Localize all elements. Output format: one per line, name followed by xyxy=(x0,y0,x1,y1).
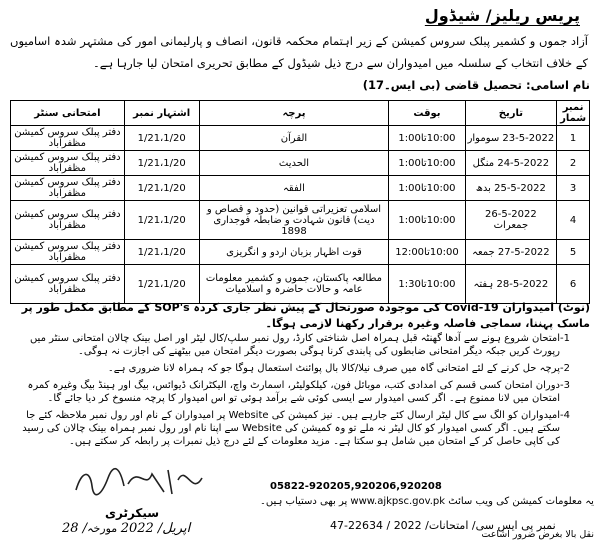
cell-time: 10:00تا1:00 xyxy=(389,176,465,201)
cell-date: 23-5-2022 سوموار xyxy=(465,126,557,151)
header-paper: پرچہ xyxy=(199,101,389,126)
cell-serial: 2 xyxy=(557,151,590,176)
instruction-text: پرچہ حل کرنے کے لئے امتحانی گاہ میں صرف نیلا/کالا بال پوائنٹ استعمال ہوگا جو کہ ہمراہ لانا ضروری ہے۔ xyxy=(107,363,560,374)
cell-serial: 3 xyxy=(557,176,590,201)
page-title: پریس ریلیز/ شیڈول xyxy=(424,6,580,25)
cell-paper: الفقہ xyxy=(199,176,389,201)
cell-serial: 5 xyxy=(557,240,590,265)
list-item xyxy=(12,362,588,375)
cell-advert-no: 1/21،1/20 xyxy=(124,176,199,201)
instruction-number: -1 xyxy=(560,333,570,344)
cell-advert-no: 1/21،1/20 xyxy=(124,201,199,240)
instructions-list xyxy=(12,332,588,452)
cell-paper: اسلامی تعزیراتی قوانین (حدود و قصاص و دیت) قانون شہادت و ضابطہ فوجداری 1898 xyxy=(199,201,389,240)
cell-exam-center: دفتر پبلک سروس کمیشن مظفرآباد xyxy=(11,265,125,304)
header-date: تاریخ xyxy=(465,101,557,126)
table-row xyxy=(11,126,590,151)
instruction-text: امتحان شروع ہونے سے آدھا گھنٹہ قبل ہمراہ اصل شناختی کارڈ، رول نمبر سلپ/کال لیٹر اور اصل بینک چالان امتحانی سنٹر میں رپورٹ کریں جبکہ دیگر امتحانی ضابطوں کی پابندی کرنا ہوگی بصورت دیگر امتحان میں بیٹھنے کی اجازت نہ ہوگی۔ xyxy=(29,333,560,357)
copy-to-label: نقل بالا بغرض ضرور اشاعت xyxy=(481,529,594,540)
table-row xyxy=(11,176,590,201)
header-time: بوقت xyxy=(389,101,465,126)
cell-date: 25-5-2022 بدھ xyxy=(465,176,557,201)
cell-advert-no: 1/21،1/20 xyxy=(124,151,199,176)
cell-serial: 6 xyxy=(557,265,590,304)
cell-advert-no: 1/21،1/20 xyxy=(124,240,199,265)
instruction-number: -2 xyxy=(560,363,570,374)
cell-date: 27-5-2022 جمعہ xyxy=(465,240,557,265)
cell-serial: 4 xyxy=(557,201,590,240)
cell-time: 10:00تا1:00 xyxy=(389,201,465,240)
table-row xyxy=(11,151,590,176)
list-item xyxy=(12,332,588,358)
date-value: 28 /اپریل/ 2022 xyxy=(62,521,191,536)
cell-time: 10:00تا12:00 xyxy=(389,240,465,265)
reference-number: نمبر پی ایس سی/ امتحانات/ 2022 / 22634-47 xyxy=(330,519,556,532)
post-name: نام اسامی: تحصیل قاضی (بی ایس۔17) xyxy=(362,78,590,92)
list-item xyxy=(12,409,588,448)
table-header-row xyxy=(11,101,590,126)
cell-exam-center: دفتر پبلک سروس کمیشن مظفرآباد xyxy=(11,151,125,176)
contact-phones: 05822-920205,920206,920208 xyxy=(270,481,442,492)
website-line: یہ معلومات کمیشن کی ویب سائٹ www.ajkpsc.gov.pk پر بھی دستیاب ہیں۔ xyxy=(260,496,594,507)
cell-advert-no: 1/21،1/20 xyxy=(124,126,199,151)
cell-date: 28-5-2022 ہفتہ xyxy=(465,265,557,304)
exam-schedule-table xyxy=(10,100,590,304)
header-advert-no: اشتہار نمبر xyxy=(124,101,199,126)
cell-paper: القرآن xyxy=(199,126,389,151)
cell-exam-center: دفتر پبلک سروس کمیشن مظفرآباد xyxy=(11,201,125,240)
cell-exam-center: دفتر پبلک سروس کمیشن مظفرآباد xyxy=(11,240,125,265)
header-exam-center: امتحانی سنٹر xyxy=(11,101,125,126)
instruction-text: امیدواران کو الگ سے کال لیٹر ارسال کئے جارہے ہیں۔ نیز کمیشن کی Website پر امیدواران کے نام اور رول نمبر ملاحظہ کئے جا سکتے ہیں۔ اگر کسی امیدوار کو کال لیٹر نہ ملے تو وہ کمیشن کی Website سے اپنا نام اور رول نمبر ہمراہ بینک چالان کی رسید کی کاپی حاصل کر کے امتحان میں شامل ہو سکتا ہے۔ مزید معلومات کے لئے درج ذیل نمبرات پر رابطہ کر سکتے ہیں۔ xyxy=(22,410,560,447)
cell-paper: قوت اظہار بزبان اردو و انگریزی xyxy=(199,240,389,265)
cell-paper: مطالعہ پاکستان، جموں و کشمیر معلومات عامہ و حالات حاضرہ و اسلامیات xyxy=(199,265,389,304)
signature-image xyxy=(68,460,218,500)
instruction-number: -4 xyxy=(560,410,570,421)
list-item xyxy=(12,379,588,405)
cell-paper: الحدیث xyxy=(199,151,389,176)
cell-time: 10:00تا1:00 xyxy=(389,126,465,151)
table-row xyxy=(11,265,590,304)
instruction-number: -3 xyxy=(560,380,570,391)
cell-date: 26-5-2022 جمعرات xyxy=(465,201,557,240)
cell-time: 10:00تا1:30 xyxy=(389,265,465,304)
cell-date: 24-5-2022 منگل xyxy=(465,151,557,176)
cell-advert-no: 1/21،1/20 xyxy=(124,265,199,304)
cell-exam-center: دفتر پبلک سروس کمیشن مظفرآباد xyxy=(11,126,125,151)
cell-serial: 1 xyxy=(557,126,590,151)
cell-time: 10:00تا1:00 xyxy=(389,151,465,176)
date-line xyxy=(62,521,190,536)
instruction-text: دوران امتحان کسی قسم کی امدادی کتب، موبائل فون، کیلکولیٹر، اسمارٹ واچ، الیکٹرانک ڈیوائس، بیگ اور ہینڈ بیگ وغیرہ کمرہ امتحان میں لانا ممنوع ہے۔ اگر کسی امیدوار سے ایسی کوئی شے برآمد ہوئی تو اس امیدوار کا پرچہ منسوخ کر دیا جائے گا۔ xyxy=(27,380,560,404)
table-row xyxy=(11,240,590,265)
secretary-label: سیکرٹری xyxy=(105,506,160,520)
header-serial: نمبر شمار xyxy=(557,101,590,126)
cell-exam-center: دفتر پبلک سروس کمیشن مظفرآباد xyxy=(11,176,125,201)
date-label: مورخہ xyxy=(87,522,118,535)
intro-paragraph: آزاد جموں و کشمیر پبلک سروس کمیشن کے زیر اہتمام محکمہ قانون، انصاف و پارلیمانی امور کی مشتہر شدہ اسامیوں کے خلاف انتخاب کے سلسلہ میں امیدواران سے درج ذیل شیڈول کے مطابق تحریری امتحان لیا جارہا ہے۔ xyxy=(10,34,588,70)
table-row xyxy=(11,201,590,240)
covid-note: (نوٹ) امیدواران Covid-19 کی موجودہ صورتحال کے پیش نظر جاری کردہ SOP's کے مطابق مکمل طور پر ماسک پہننا، سماجی فاصلہ وغیرہ برقرار رکھنا لازمی ہوگا۔ xyxy=(21,301,590,330)
